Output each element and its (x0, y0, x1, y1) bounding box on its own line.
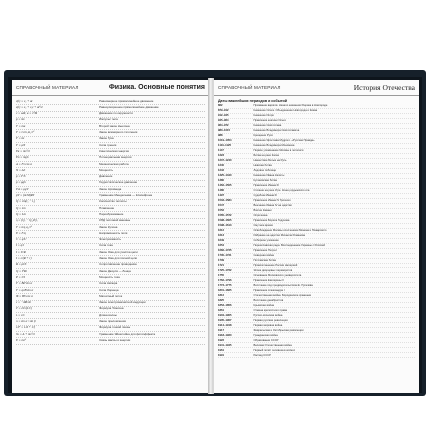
formula-text: F = kx (16, 136, 25, 141)
formula-text: Q = Lm (16, 211, 26, 216)
event-text: Княжение Ярослава Мудрого. «Русская Правда» (253, 139, 315, 143)
formula-description: Закон Джоуля — Ленца (99, 268, 131, 273)
formula-description: Электроёмкость (99, 237, 122, 242)
event-date: 1552 (218, 209, 224, 213)
event-text: Княжение Игоря (253, 114, 274, 118)
event-text: Смутное время (253, 223, 273, 227)
event-date: 1613 (218, 233, 224, 237)
event-text: Правление Бориса Годунова (253, 218, 290, 222)
formula-description: Связь массы и энергии (99, 337, 131, 342)
events-column-title: Даты важнейших периодов и событий (218, 99, 287, 103)
event-date: 988 (218, 134, 223, 138)
formula-description: Мощность (99, 167, 114, 172)
event-text: Первое упоминание Москвы в летописи (253, 149, 304, 153)
event-date: 1825 (218, 298, 224, 302)
formula-text: I = U/R (16, 249, 26, 254)
formula-text: E = F/q (16, 230, 26, 235)
formula-description: Сила Лоренца (99, 287, 119, 292)
event-date: 1853–1856 (218, 303, 232, 307)
event-text: Первая мировая война (253, 323, 283, 327)
event-date: 1598–1613 (218, 223, 232, 227)
formula-description: Закон преломления (99, 318, 126, 323)
event-text: Опричнина (253, 214, 268, 217)
event-text: Февральская и Октябрьская революции (253, 328, 304, 332)
event-date: 1480 (218, 189, 224, 193)
event-text: Эпоха дворцовых переворотов (253, 268, 293, 272)
formula-text: hν = A + mv²/2 (16, 331, 35, 336)
event-text: Крымская война (253, 303, 274, 307)
formula-description: Количество теплоты (99, 199, 127, 204)
event-row (218, 353, 415, 358)
events-list (218, 104, 415, 358)
event-date: 1242 (218, 169, 224, 173)
formula-text: P = UI (16, 274, 25, 279)
event-text: Распад СССР (253, 353, 271, 357)
formula-description: КПД тепловой машины (99, 218, 131, 223)
formula-description: Гидростатическое давление (99, 180, 138, 185)
event-text: Стояние на реке Угре. Конец ордынского ига (253, 189, 310, 193)
event-text: Княжение Владимира Святославича (253, 129, 300, 133)
left-header-label: СПРАВОЧНЫЙ МАТЕРИАЛ (16, 85, 79, 90)
event-date: 1905–1907 (218, 318, 232, 322)
left-page-title: Физика. Основные понятия (108, 84, 205, 91)
event-date: 1762–1796 (218, 278, 232, 282)
event-date: 1709 (218, 258, 224, 262)
formula-text: FА = ρgV (16, 186, 29, 191)
event-text: Полтавская битва (253, 258, 276, 262)
event-date: 1533–1584 (218, 199, 232, 203)
event-date: 1612 (218, 228, 224, 232)
event-text: Крещение Руси (253, 134, 273, 138)
event-text: Соборное уложение (253, 238, 279, 242)
event-text: Судебник Ивана III (253, 194, 277, 198)
event-text: Северная война (253, 253, 274, 257)
formula-description: Формула Томсона (99, 306, 124, 311)
event-text: Основание Московского университета (253, 273, 302, 277)
formula-description: Сила тока (99, 243, 113, 248)
event-date: 1113–1125 (218, 144, 232, 148)
event-date: 1565–1572 (218, 214, 232, 217)
event-text: Ледовое побоище (253, 169, 277, 173)
event-text: Нашествие Батыя на Русь (253, 159, 287, 163)
formula-text: x(t) = x₀ + v₀t + at²/2 (16, 104, 43, 109)
event-date: 862 (218, 104, 223, 108)
formula-description: Плавление (99, 205, 115, 210)
formula-text: Q = cm(t₂ − t₁) (16, 199, 36, 204)
formula-description: Закон Архимеда (99, 186, 122, 191)
event-date: 1917 (218, 328, 224, 332)
event-date: 1237–1240 (218, 159, 232, 163)
event-text: Первая русская революция (253, 318, 288, 322)
formula-row (16, 338, 205, 344)
event-text: Восстание под предводительством Е. Пугачёва (253, 283, 313, 287)
event-date: 1861 (218, 308, 224, 312)
event-text: Правление Петра I (253, 248, 278, 252)
event-text: Избрание на царство Михаила Романова (253, 233, 306, 237)
right-page (213, 80, 419, 393)
formula-description: Уравнение Эйнштейна для фотоэффекта (99, 331, 156, 336)
event-text: Провозглашение России империей (253, 263, 298, 267)
event-date: 1904–1905 (218, 313, 232, 317)
formula-text: R = ρl/S (16, 262, 27, 267)
event-text: Правление Александра I (253, 288, 285, 292)
event-date: 1462–1505 (218, 184, 232, 188)
event-date: 1147 (218, 149, 224, 153)
formula-description: Закон Гука (99, 136, 114, 141)
formula-description: Парообразование (99, 211, 124, 216)
event-date: 1700–1721 (218, 253, 232, 257)
formula-text: Eк = mv²/2 (16, 148, 30, 153)
event-date: 912–945 (218, 114, 229, 118)
event-date: 1755 (218, 273, 224, 277)
formula-description: Длина волны (99, 312, 117, 317)
event-date: 1922 (218, 338, 224, 342)
event-date: 1812 (218, 293, 224, 297)
formula-description: Уравнение Менделеева — Клапейрона (99, 193, 152, 198)
event-text: Венчание Ивана IV на царство (253, 204, 292, 208)
left-page (12, 80, 210, 393)
formula-description: Механическая работа (99, 161, 129, 166)
formula-text: F = G·m₁m₂/r² (16, 130, 35, 135)
event-date: 1725–1762 (218, 268, 232, 272)
event-date: 1773–1775 (218, 283, 232, 287)
formula-description: Закон Ома для участка цепи (99, 249, 138, 254)
event-date: 1019–1054 (218, 139, 232, 143)
formula-text: v(t) = v₀ + at (16, 98, 33, 103)
event-date: 1649 (218, 238, 224, 242)
formula-text: T = 2π√(LC) (16, 306, 32, 311)
event-date: 1223 (218, 154, 224, 158)
event-date: 964–972 (218, 124, 229, 128)
formula-description: Магнитный поток (99, 293, 123, 298)
event-date: 1941–1945 (218, 343, 232, 347)
formula-text: Q = I²Rt (16, 268, 27, 273)
formula-text: 1/F = 1/d + 1/f (16, 325, 35, 330)
formula-description: Второй закон Ньютона (99, 123, 130, 128)
event-text: Невская битва (253, 164, 272, 168)
formula-text: F = qvB·sin α (16, 287, 34, 292)
event-text: Взятие Казани (253, 209, 272, 213)
event-date: 1961 (218, 348, 224, 352)
formula-text: Eп = mgh (16, 155, 29, 160)
formula-description: Сила Ампера (99, 281, 118, 286)
formula-description: Формула тонкой линзы (99, 325, 131, 330)
event-date: 1918–1920 (218, 333, 232, 337)
event-date: 1914–1918 (218, 323, 232, 327)
event-text: Великая Отечественная война (253, 343, 292, 347)
event-text: Восстание декабристов (253, 298, 284, 302)
event-text: Призвание варягов. Начало княжения Рюрика в Новгороде (253, 104, 328, 108)
event-date: 980–1015 (218, 129, 230, 133)
event-date: 1497 (218, 194, 224, 198)
event-date: 879–912 (218, 109, 229, 113)
event-text: Княжение Святослава (253, 124, 282, 128)
formula-text: F = BIl·sin α (16, 281, 33, 286)
formula-text: F = k·q₁q₂/r² (16, 224, 32, 229)
event-text: Отечественная война. Бородинское сражение (253, 293, 312, 297)
formula-text: pV = (m/M)RT (16, 193, 35, 198)
formula-text: η = (Q₁ − Q₂)/Q₁ (16, 218, 38, 223)
formula-text: p = mv (16, 117, 25, 122)
event-text: Отмена крепостного права (253, 308, 288, 312)
event-date: 1380 (218, 179, 224, 183)
event-date: 945–964 (218, 119, 229, 123)
event-text: Освобождение Москвы ополчением Минина и Пожарского (253, 228, 327, 232)
formula-description: Закон электромагнитной индукции (99, 300, 146, 305)
formula-text: I = ε/(R + r) (16, 256, 32, 261)
formula-description: Сила трения (99, 142, 117, 147)
event-date: 1991 (218, 353, 224, 357)
formula-description: Давление (99, 174, 113, 179)
formula-description: Равноускоренное прямолинейное движение (99, 104, 159, 109)
event-text: Правление Екатерины II (253, 278, 284, 282)
event-text: Битва на реке Калке (253, 154, 280, 158)
formula-text: C = q/U (16, 237, 27, 242)
formula-text: p = ρgh (16, 180, 26, 185)
formula-text: v = ωR; a = v²/R (16, 111, 38, 116)
event-text: Княжение Олега. Объединение Новгорода и Киева (253, 109, 318, 113)
formula-description: Закон Ома для полной цепи (99, 256, 138, 261)
event-date: 1654 (218, 243, 224, 247)
formula-text: F = μN (16, 142, 26, 147)
formula-text: λ = v/ν (16, 312, 25, 317)
left-page-header (12, 80, 209, 96)
event-date: 1801–1825 (218, 288, 232, 292)
event-text: Образование СССР (253, 338, 279, 342)
event-date: 1325–1340 (218, 174, 232, 178)
event-date: 1598–1605 (218, 218, 232, 222)
event-date: 1240 (218, 164, 224, 168)
formula-description: Сопротивление проводника (99, 262, 137, 267)
formula-description: Мощность тока (99, 274, 120, 279)
event-text: Первый полёт человека в космос (253, 348, 296, 352)
formula-description: Закон всемирного тяготения (99, 130, 138, 135)
event-text: Княжение Владимира Мономаха (253, 144, 295, 148)
formula-text: N = A/t (16, 167, 26, 172)
event-text: Переяславская рада. Воссоединение Украины с Россией (253, 243, 326, 247)
formula-text: A = Fs·cos α (16, 161, 32, 166)
event-text: Гражданская война (253, 333, 278, 337)
formula-text: I = q/t (16, 243, 24, 248)
formula-description: Напряжённость поля (99, 230, 128, 235)
events-table (218, 99, 415, 389)
formula-description: Кинетическая энергия (99, 148, 129, 153)
formula-table (16, 99, 205, 389)
event-text: Правление Ивана IV Грозного (253, 199, 291, 203)
event-text: Русско-японская война (253, 313, 283, 317)
formula-text: Q = λm (16, 205, 26, 210)
formula-description: Импульс тела (99, 117, 118, 122)
event-date: 1682–1725 (218, 248, 232, 252)
event-text: Куликовская битва (253, 179, 277, 183)
event-text: Княжение Ивана Калиты (253, 174, 285, 178)
formula-description: Движение по окружности (99, 111, 133, 116)
formula-text: ε = −ΔΦ/Δt (16, 300, 31, 305)
formula-text: Φ = BS·cos α (16, 293, 33, 298)
formula-text: p = F/S (16, 174, 26, 179)
formula-text: F = ma (16, 123, 26, 128)
right-page-header (214, 80, 419, 96)
formula-description: Равномерное прямолинейное движение (99, 98, 154, 103)
formula-text: E = mc² (16, 337, 27, 342)
event-date: 1547 (218, 204, 224, 208)
right-page-title: История Отечества (353, 83, 415, 92)
event-text: Правление княгини Ольги (253, 119, 286, 123)
formula-description: Закон Кулона (99, 224, 118, 229)
formula-text: n = sin α / sin β (16, 318, 36, 323)
event-date: 1721 (218, 263, 224, 267)
formula-description: Потенциальная энергия (99, 155, 132, 160)
event-text: Правление Ивана III (253, 184, 279, 188)
right-header-label: СПРАВОЧНЫЙ МАТЕРИАЛ (218, 85, 281, 90)
